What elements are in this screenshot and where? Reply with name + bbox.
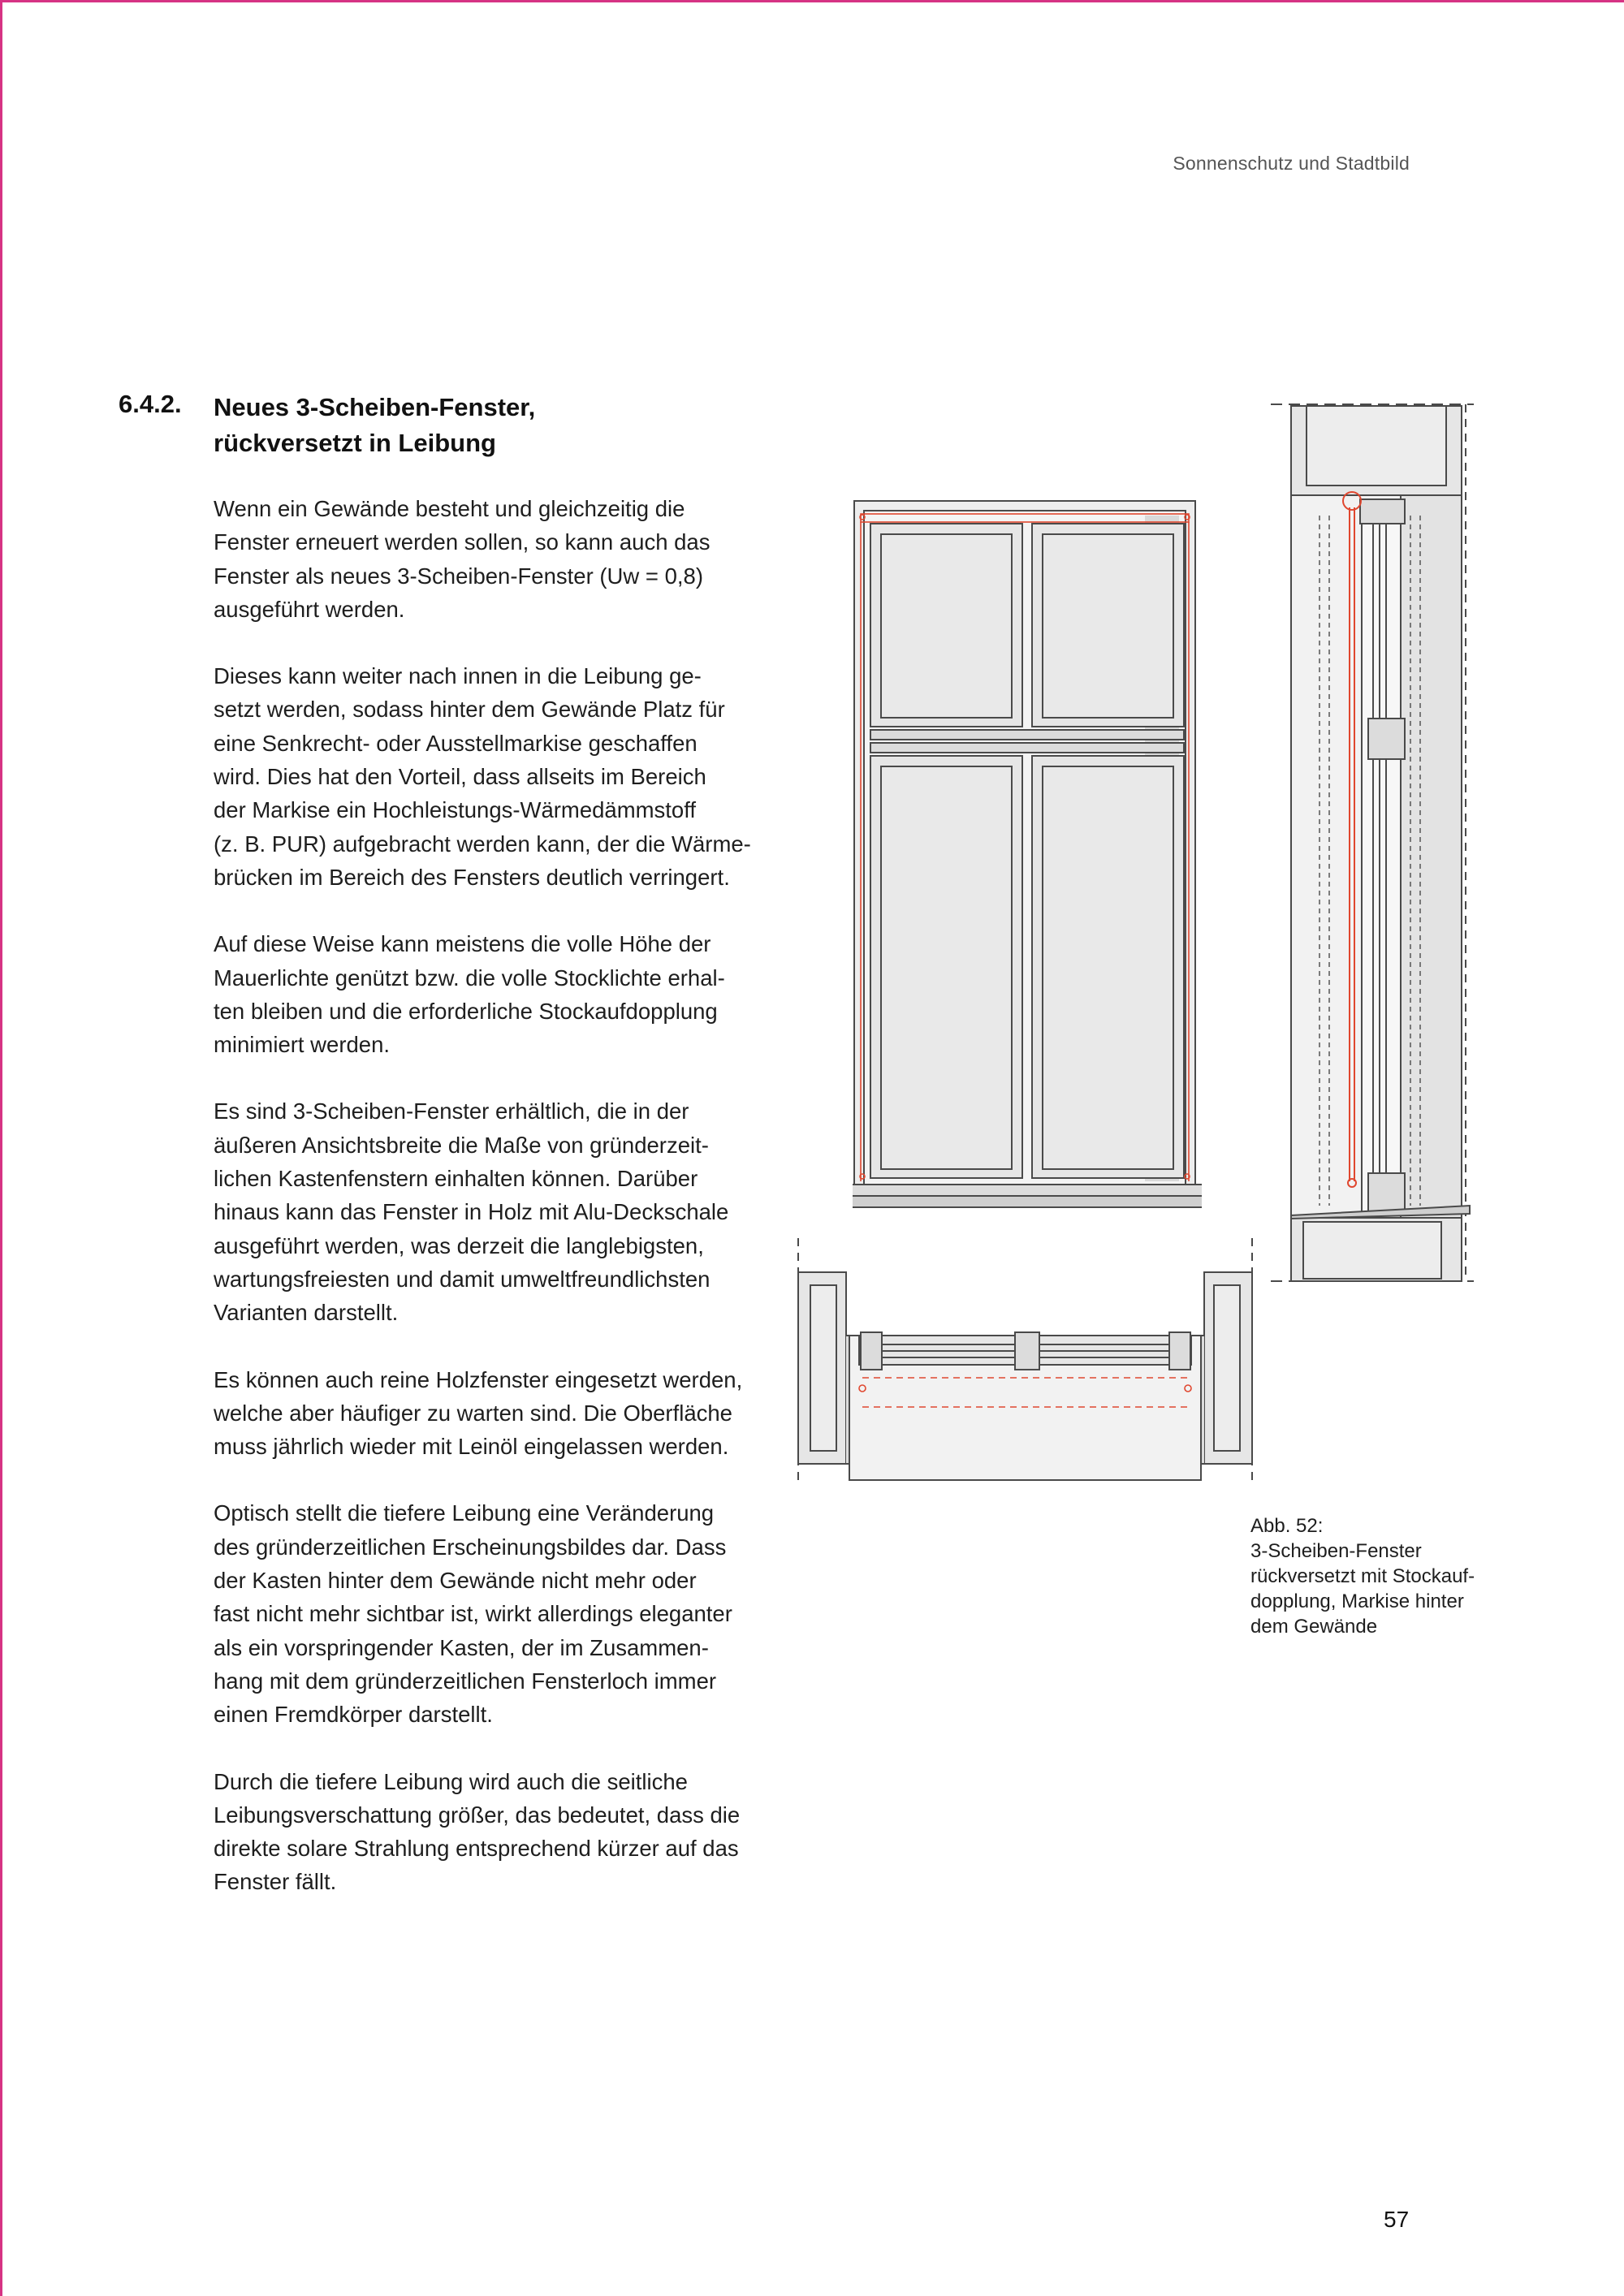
paragraph-5: Es können auch reine Holzfenster eingesetzt werden, welche aber häufiger zu warten sind. Die Oberfläche muss jährlich wieder mit Leinöl eingelassen werden.	[214, 1366, 743, 1460]
section-title-text: Neues 3-Scheiben-Fenster, rückversetzt in Leibung	[214, 393, 536, 457]
page-edge-left	[0, 0, 2, 2296]
paragraph-6: Optisch stellt die tiefere Leibung eine Veränderung des gründerzeitlichen Erscheinungsbildes dar. Dass der Kasten hinter dem Gewände nicht mehr oder fast nicht mehr sichtbar ist, wirkt allerdings eleganter als ein vorspringender Kasten, der im Zusammen- hang mit dem gründerzeitlichen Fensterloch immer einen Fremdkörper darstellt.	[214, 1500, 732, 1728]
section-number: 6.4.2.	[119, 390, 182, 418]
vertical-section-drawing	[1271, 402, 1482, 1287]
body-text	[214, 492, 754, 1932]
figure-caption: Abb. 52: 3-Scheiben-Fenster rückversetzt mit Stockauf- dopplung, Markise hinter dem Gewände	[1250, 1515, 1475, 1638]
horizontal-section-drawing	[796, 1238, 1259, 1482]
paragraph-4: Es sind 3-Scheiben-Fenster erhältlich, die in der äußeren Ansichtsbreite die Maße von gründerzeit- lichen Kastenfenstern einhalten können. Darüber hinaus kann das Fenster in Holz mit Alu-Deckschale ausgeführt werden, was derzeit die langlebigsten, wartungsfreiesten und damit umweltfreundlichsten Varianten darstellt.	[214, 1098, 729, 1326]
window-elevation-drawing	[853, 499, 1202, 1230]
paragraph-1: Wenn ein Gewände besteht und gleichzeitig die Fenster erneuert werden sollen, so kann auch das Fenster als neues 3-Scheiben-Fenster (Uw = 0,8) ausgeführt werden.	[214, 496, 710, 622]
running-header: Sonnenschutz und Stadtbild	[1173, 153, 1410, 174]
section-title	[214, 390, 636, 461]
paragraph-3: Auf diese Weise kann meistens die volle Höhe der Mauerlichte genützt bzw. die volle Stocklichte erhal- ten bleiben und die erforderliche Stockaufdopplung minimiert werden.	[214, 931, 725, 1058]
page-number: 57	[1384, 2207, 1410, 2232]
page-edge-top	[0, 0, 1624, 2]
paragraph-2: Dieses kann weiter nach innen in die Leibung ge- setzt werden, sodass hinter dem Gewände Platz für eine Senkrecht- oder Ausstellmarkise geschaffen wird. Dies hat den Vorteil, dass allseits im Bereich der Markise ein Hochleistungs-Wärmedämmstoff (z. B. PUR) aufgebracht werden kann, der die Wärme- brücken im Bereich des Fensters deutlich verringert.	[214, 663, 751, 890]
paragraph-7: Durch die tiefere Leibung wird auch die seitliche Leibungsverschattung größer, das bedeutet, dass die direkte solare Strahlung entsprechend kürzer auf das Fenster fällt.	[214, 1768, 741, 1895]
